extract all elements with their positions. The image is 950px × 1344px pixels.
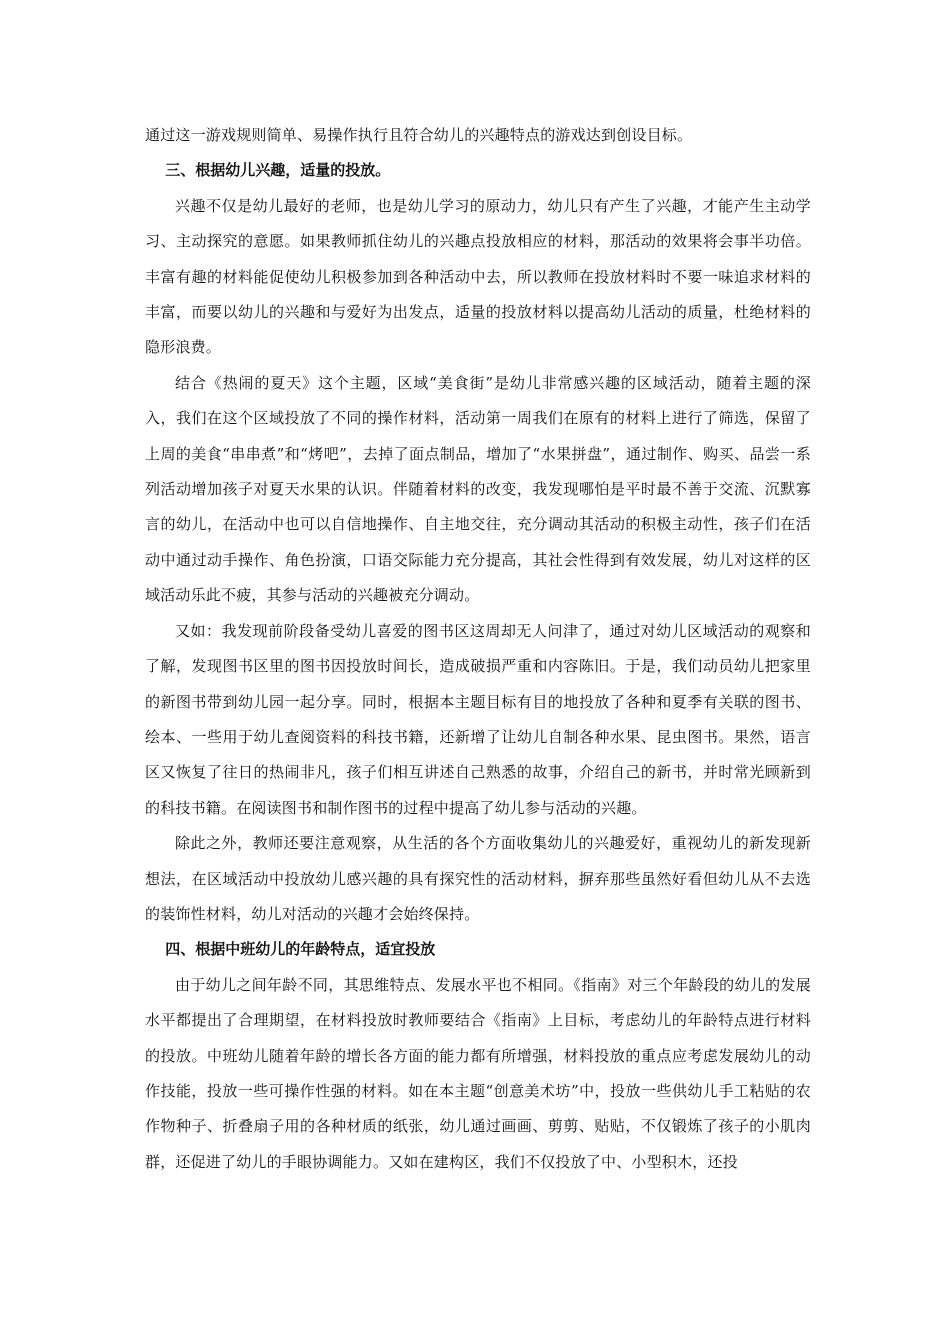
section-heading-3: 三、根据幼儿兴趣，适量的投放。 xyxy=(165,161,391,180)
paragraph-intro: 通过这一游戏规则简单、易操作执行且符合幼儿的兴趣特点的游戏达到创设目标。 xyxy=(145,126,693,144)
section-heading-4: 四、根据中班幼儿的年龄特点，适宜投放 xyxy=(165,940,436,959)
paragraph: 兴趣不仅是幼儿最好的老师，也是幼儿学习的原动力，幼儿只有产生了兴趣，才能产生主动学习、主动探究的意愿。如果教师抓住幼儿的兴趣点投放相应的材料，那活动的效果将会事半功倍。丰富有趣的材料能促使幼儿积极参加到各种活动中去，所以教师在投放材料时不要一味追求材料的丰富，而要以幼儿的兴趣和与爱好为出发点，适量的投放材料以提高幼儿活动的质量，杜绝材料的隐形浪费。 xyxy=(145,196,811,357)
paragraph: 又如：我发现前阶段备受幼儿喜爱的图书区这周却无人问津了，通过对幼儿区域活动的观察和了解，发现图书区里的图书因投放时间长，造成破损严重和内容陈旧。于是，我们动员幼儿把家里的新图书带到幼儿园一起分享。同时，根据本主题目标有目的地投放了各种和夏季有关联的图书、绘本、一些用于幼儿查阅资料的科技书籍，还新增了让幼儿自制各种水果、昆虫图书。果然，语言区又恢复了往日的热闹非凡，孩子们相互讲述自己熟悉的故事，介绍自己的新书，并时常光顾新到的科技书籍。在阅读图书和制作图书的过程中提高了幼儿参与活动的兴趣。 xyxy=(145,621,811,817)
paragraph: 除此之外，教师还要注意观察，从生活的各个方面收集幼儿的兴趣爱好，重视幼儿的新发现新想法，在区域活动中投放幼儿感兴趣的具有探究性的活动材料，摒弃那些虽然好看但幼儿从不去选的装饰性材料，幼儿对活动的兴趣才会始终保持。 xyxy=(145,834,811,923)
document-page xyxy=(145,118,811,1180)
paragraph: 由于幼儿之间年龄不同，其思维特点、发展水平也不相同。《指南》对三个年龄段的幼儿的发展水平都提出了合理期望，在材料投放时教师要结合《指南》上目标，考虑幼儿的年龄特点进行材料的投放。中班幼儿随着年龄的增长各方面的能力都有所增强，材料投放的重点应考虑发展幼儿的动作技能，投放一些可操作性强的材料。如在本主题“创意美术坊”中，投放一些供幼儿手工粘贴的农作物种子、折叠扇子用的各种材质的纸张，幼儿通过画画、剪剪、贴贴，不仅锻炼了孩子的小肌肉群，还促进了幼儿的手眼协调能力。又如在建构区，我们不仅投放了中、小型积木，还投 xyxy=(145,975,811,1171)
paragraph: 结合《热闹的夏天》这个主题，区域“美食街”是幼儿非常感兴趣的区域活动，随着主题的深入，我们在这个区域投放了不同的操作材料，活动第一周我们在原有的材料上进行了筛选，保留了上周的美食“串串煮”和“烤吧”，去掉了面点制品，增加了“水果拼盘”，通过制作、购买、品尝一系列活动增加孩子对夏天水果的认识。伴随着材料的改变，我发现哪怕是平时最不善于交流、沉默寡言的幼儿，在活动中也可以自信地操作、自主地交往，充分调动其活动的积极主动性，孩子们在活动中通过动手操作、角色扮演，口语交际能力充分提高，其社会性得到有效发展，幼儿对这样的区域活动乐此不疲，其参与活动的兴趣被充分调动。 xyxy=(145,373,811,605)
